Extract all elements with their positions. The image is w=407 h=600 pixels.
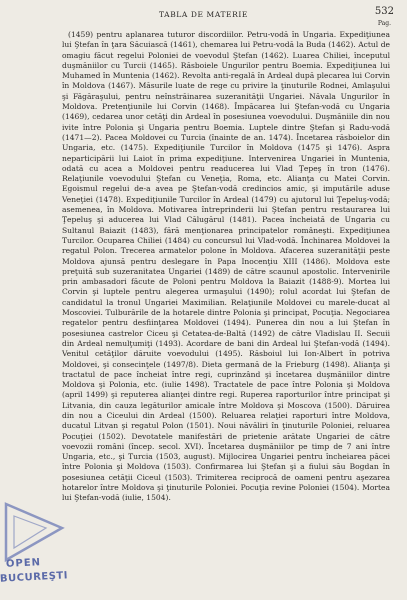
table-of-contents-paragraph: (1459) pentru aplanarea tuturor discordiilor. Petru-vodă în Ungaria. Expediţiunea lui Ştefan în ţara Săcuiască (1461), chemarea lui Petru-vodă la Buda (1462). Actul de omagiu făcut regelui Poloniei de voevodul Ştefan (1462). Luarea Chiliei, începutul duşmăniilor cu Turcii (1465). Răsboiele Ungurilor pentru Boemia. Expediţiunea lui Muhamed în Muntenia (1462). Revolta anti-regală în Ardeal după plecarea lui Corvin în Moldova (1467). Măsurile luate de rege cu privire la ţinuturile Rodnei, Amlaşului şi Făgăraşului, pentru neînstrăinarea suzeranităţii Ungariei. Năvala Ungurilor în Moldova. Pretenţiunile lui Corvin (1468). Împăcarea lui Ştefan-vodă cu Ungaria (1469), cedarea unor cetăţi din Ardeal în posesiunea voevodului. Duşmăniile din nou ivite între Polonia şi Ungaria pentru Boemia. Luptele dintre Ştefan şi Radu-vodă (1471—2). Pacea Moldovei cu Turcia (înainte de an. 1474). Încetarea răsboielor din Ungaria, etc. (1475). Expediţiunile Turcilor în Moldova (1475 şi 1476). Aspra neparticipării lui Laiot în prima expediţiune. Intervenirea Ungariei în Muntenia, odată cu acea a Moldovei pentru readucerea lui Vlad Ţepeş în tron (1476). Relaţiunile voevodului Ştefan cu Veneţia, Roma, etc. Alianţa cu Matei Corvin. Egoismul regelui de-a avea pe Ştefan-vodă credincios amic, şi imputările aduse Veneţiei (1478). Expediţiunile Turcilor în Ardeal (1479) cu ajutorul lui Ţepeluş-vodă; asemenea, în Moldova. Motivarea întreprinderii lui Ştefan pentru restaurarea lui Ţepeluş şi aducerea lui Vlad Călugărul (1481). Pacea încheiată de Ungaria cu Sultanul Baiazit (1483), fără menţionarea principatelor româneşti. Expediţiunea Turcilor. Ocuparea Chiliei (1484) cu concursul lui Vlad-vodă. Închinarea Moldovei la regatul Polon. Trecerea armatelor polone în Moldova. Afacerea suzeranităţii peste Moldova ajunsă pentru deslegare în Papa Inocenţiu XIII (1486). Moldova este preţuită sub suzeranitatea Ungariei (1489) de către scaunul apostolic. Intervenirile prin ambasadori făcute de Poloni pentru Moldova la Baiazit (1488-9). Mortea lui Corvin şi luptele pentru alegerea urmaşului (1490); rolul acordat lui Ştefan de candidatul la tronul Ungariei Maximilian. Relaţiunile Moldovei cu marele-ducat al Moscoviei. Tulburările de la hotarele dintre Polonia şi principat, Pocuţia. Negociarea regatelor pentru desfiinţarea Moldovei (1494). Punerea din nou a lui Ştefan în posesiunea castrelor Ciceu şi Cetatea-de-Baltă (1492) de către Vladislau II. Secuii din Ardeal nemulţumiţi (1493). Acordare de bani din Ardeal lui Ştefan-vodă (1494). Venitul cetăţilor dăruite voevodului (1495). Răsboiul lui Ion-Albert în potriva Moldovei, şi consecinţele (1497/8). Dieta germană de la Frieburg (1498). Alianţa şi tractatul de pace încheiat între regi, cuprinzând şi încetarea duşmăniilor dintre Moldova şi Polonia, etc. (iulie 1498). Tractatele de pace între Polonia şi Moldova (april 1499) şi reputerea alianţei dintre regi. Ruperea raporturilor între principat şi Litvania, din cauza legăturilor amicale între Moldova şi Moscova (1500). Dăruirea din nou a Ciceului din Ardeal (1500). Reluarea relaţiei raporturi între Moldova, ducatul Litvan şi regatul Polon (1501). Noui năvăliri în ţinuturile Poloniei, reluarea Pocuţiei (1502). Devotatele manifestări de prietenie arătate Ungariei de către voevozii români (încep. secol. XVI). Încetarea duşmăniilor pe timp de 7 ani între Ungaria, etc., şi Turcia (1503, august). Mijlocirea Ungariei pentru încheiarea păcei între Polonia şi Moldova (1503). Confirmarea lui Ştefan şi a fiului său Bogdan în posesiunea cetăţii Ciceul (1503). Trimiterea reciprocă de oameni pentru aşezarea hotarelor între Moldova şi ţinuturile Poloniei. Pocuţia revine Poloniei (1504). Mortea lui Ştefan-vodă (iulie, 1504). — [62, 30, 390, 503]
stamp-triangle-icon — [0, 488, 70, 568]
library-stamp — [0, 488, 70, 585]
stamp-text-bottom: BUCUREŞTI — [0, 570, 69, 585]
stamp-text-top: OPEN — [5, 557, 42, 570]
page-number: 532 — [374, 6, 394, 17]
running-header — [0, 6, 407, 26]
page-title: TABLA DE MATERIE — [158, 10, 249, 19]
page-label: Pag. — [377, 20, 391, 27]
